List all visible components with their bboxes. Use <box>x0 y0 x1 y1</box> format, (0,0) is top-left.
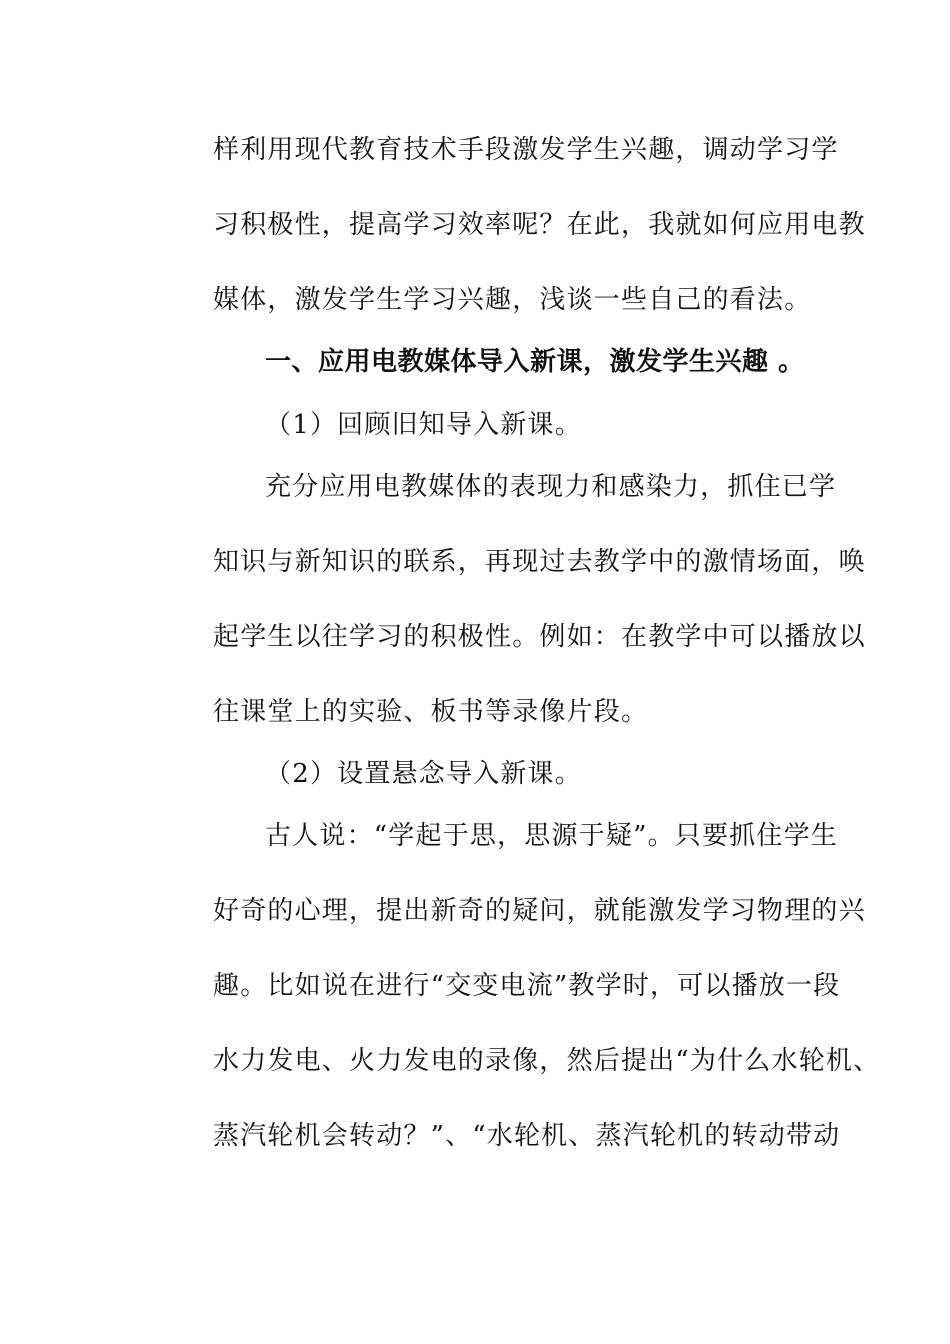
paragraph-line: 样利用现代教育技术手段激发学生兴趣，调动学习学 <box>213 135 839 165</box>
paragraph-line: 趣。比如说在进行“交变电流”教学时，可以播放一段 <box>213 971 841 1001</box>
subsection-heading: （1）回顾旧知导入新课。 <box>265 410 582 440</box>
paragraph-line: 蒸汽轮机会转动？”、“水轮机、蒸汽轮机的转动带动 <box>213 1121 841 1151</box>
paragraph-line: 往课堂上的实验、板书等录像片段。 <box>213 697 649 727</box>
section-heading: 一、应用电教媒体导入新课，激发学生兴趣 。 <box>265 347 805 377</box>
subsection-heading: （2）设置悬念导入新课。 <box>265 759 582 789</box>
paragraph-line: 知识与新知识的联系，再现过去教学中的激情场面，唤 <box>213 547 866 577</box>
paragraph-line: 古人说：“学起于思，思源于疑”。只要抓住学生 <box>265 821 838 851</box>
paragraph-line: 习积极性，提高学习效率呢？在此，我就如何应用电教 <box>213 210 866 240</box>
paragraph-line: 起学生以往学习的积极性。例如：在教学中可以播放以 <box>213 622 866 652</box>
paragraph-line: 好奇的心理，提出新奇的疑问，就能激发学习物理的兴 <box>213 896 866 926</box>
paragraph-line: 充分应用电教媒体的表现力和感染力，抓住已学 <box>265 472 837 502</box>
paragraph-line: 水力发电、火力发电的录像，然后提出“为什么水轮机、 <box>213 1046 881 1076</box>
paragraph-line: 媒体，激发学生学习兴趣，浅谈一些自己的看法。 <box>213 285 812 315</box>
